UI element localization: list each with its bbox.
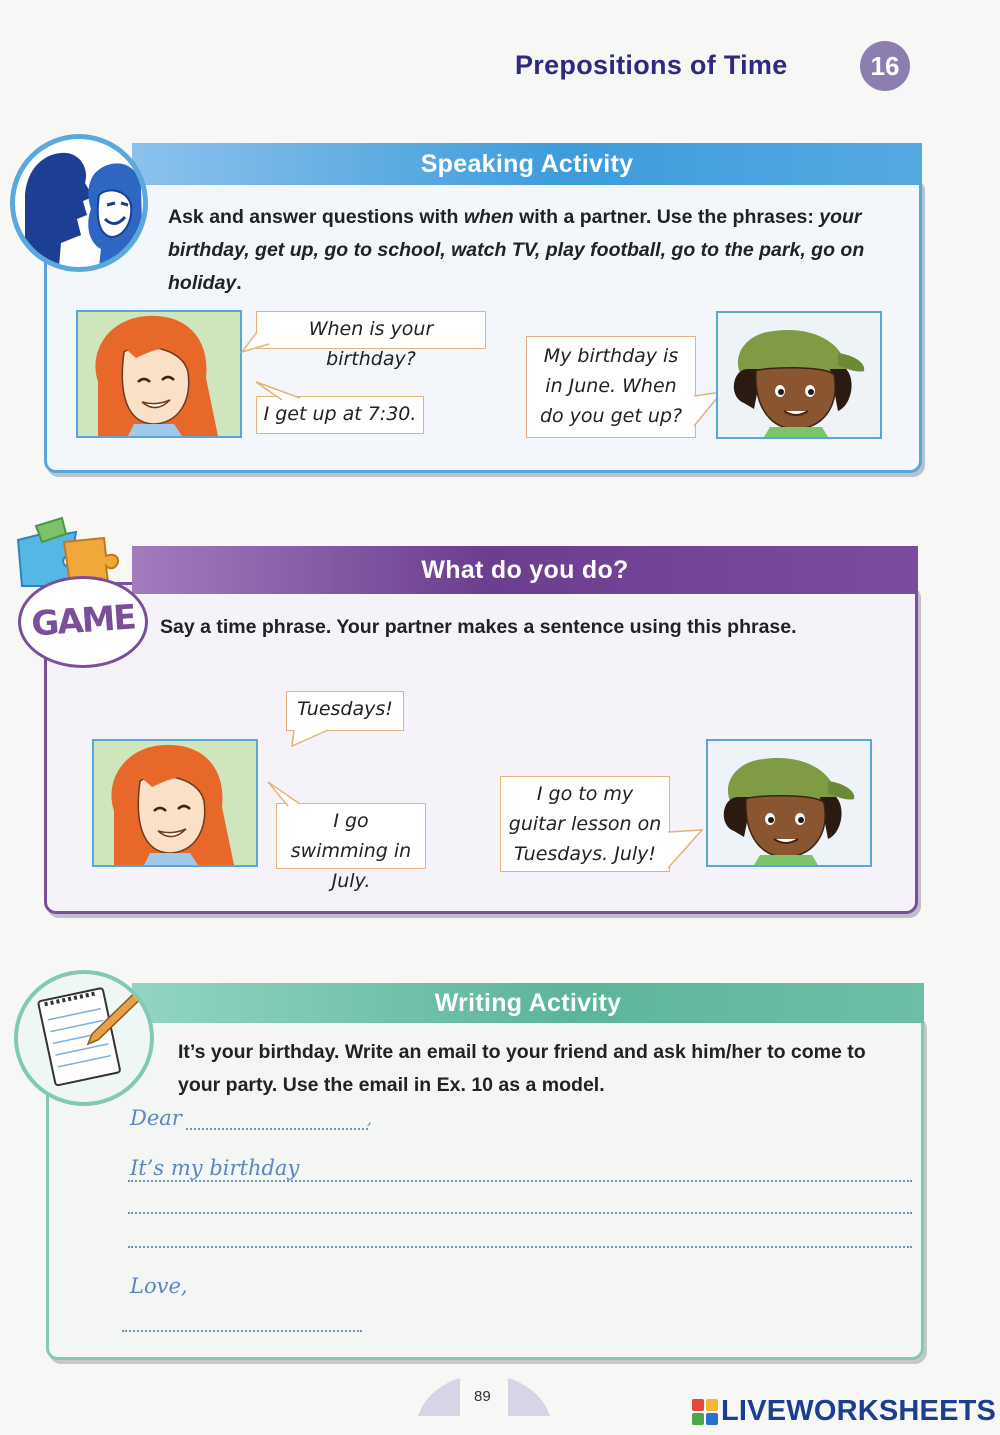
speech-bubble-guitar-lesson: I go to my guitar lesson on Tuesdays. July! <box>500 776 670 872</box>
girl-illustration <box>76 310 242 438</box>
greeting-blank-line <box>186 1128 368 1130</box>
boy-illustration <box>706 739 872 867</box>
writing-line-1[interactable] <box>128 1180 912 1182</box>
speaking-activity-banner: Speaking Activity <box>132 143 922 185</box>
speaking-phrases: your birthday, get up, go to school, watch TV, play football, go to the park, go on holiday <box>168 206 865 294</box>
speech-bubble-tail <box>252 380 302 402</box>
writing-activity-banner: Writing Activity <box>132 983 924 1023</box>
speech-bubble-tail <box>664 826 704 872</box>
page-title: Prepositions of Time <box>515 50 788 80</box>
game-activity-banner: What do you do? <box>132 546 918 594</box>
speech-bubble-swimming: I go swimming in July. <box>276 803 426 869</box>
speaking-instruction: Ask and answer questions with when with a partner. Use the phrases: your birthday, get up, go to school, watch TV, play football, go to the park, go on holiday. <box>168 206 865 294</box>
speech-bubble-tail <box>240 330 270 354</box>
writing-instruction: It’s your birthday. Write an email to your friend and ask him/her to come to your party. Use the email in Ex. 10 as a model. <box>178 1041 866 1096</box>
writing-line-2[interactable] <box>128 1212 912 1214</box>
game-instruction: Say a time phrase. Your partner makes a sentence using this phrase. <box>160 616 797 638</box>
page-corner-left-decoration <box>418 1378 460 1416</box>
speech-bubble-birthday-june: My birthday is in June. When do you get up? <box>526 336 696 438</box>
speech-bubble-get-up-answer: I get up at 7:30. <box>256 396 424 434</box>
speech-bubble-birthday-question: When is your birthday? <box>256 311 486 349</box>
unit-number-badge: 16 <box>860 41 910 91</box>
girl-illustration <box>92 739 258 867</box>
speech-bubble-tuesdays: Tuesdays! <box>286 691 404 731</box>
page-number: 89 <box>474 1388 491 1405</box>
email-closing: Love, <box>130 1274 188 1298</box>
liveworksheets-logo-icon <box>692 1399 718 1425</box>
email-greeting: Dear <box>130 1106 182 1130</box>
game-badge-text: GAME <box>30 597 136 645</box>
speech-bubble-tail <box>264 780 304 810</box>
brand-name: LIVEWORKSHEETS <box>721 1395 997 1427</box>
notepad-pencil-icon <box>14 970 154 1106</box>
speaking-faces-icon <box>10 134 148 272</box>
greeting-comma: , <box>367 1110 372 1128</box>
boy-illustration <box>716 311 882 439</box>
email-first-line: It’s my birthday <box>130 1156 300 1180</box>
writing-line-3[interactable] <box>128 1246 912 1248</box>
signature-blank-line[interactable] <box>122 1330 362 1332</box>
speech-bubble-tail <box>288 728 338 748</box>
liveworksheets-brand[interactable] <box>692 1395 996 1428</box>
game-badge-icon <box>18 576 148 668</box>
page-corner-right-decoration <box>508 1378 550 1416</box>
